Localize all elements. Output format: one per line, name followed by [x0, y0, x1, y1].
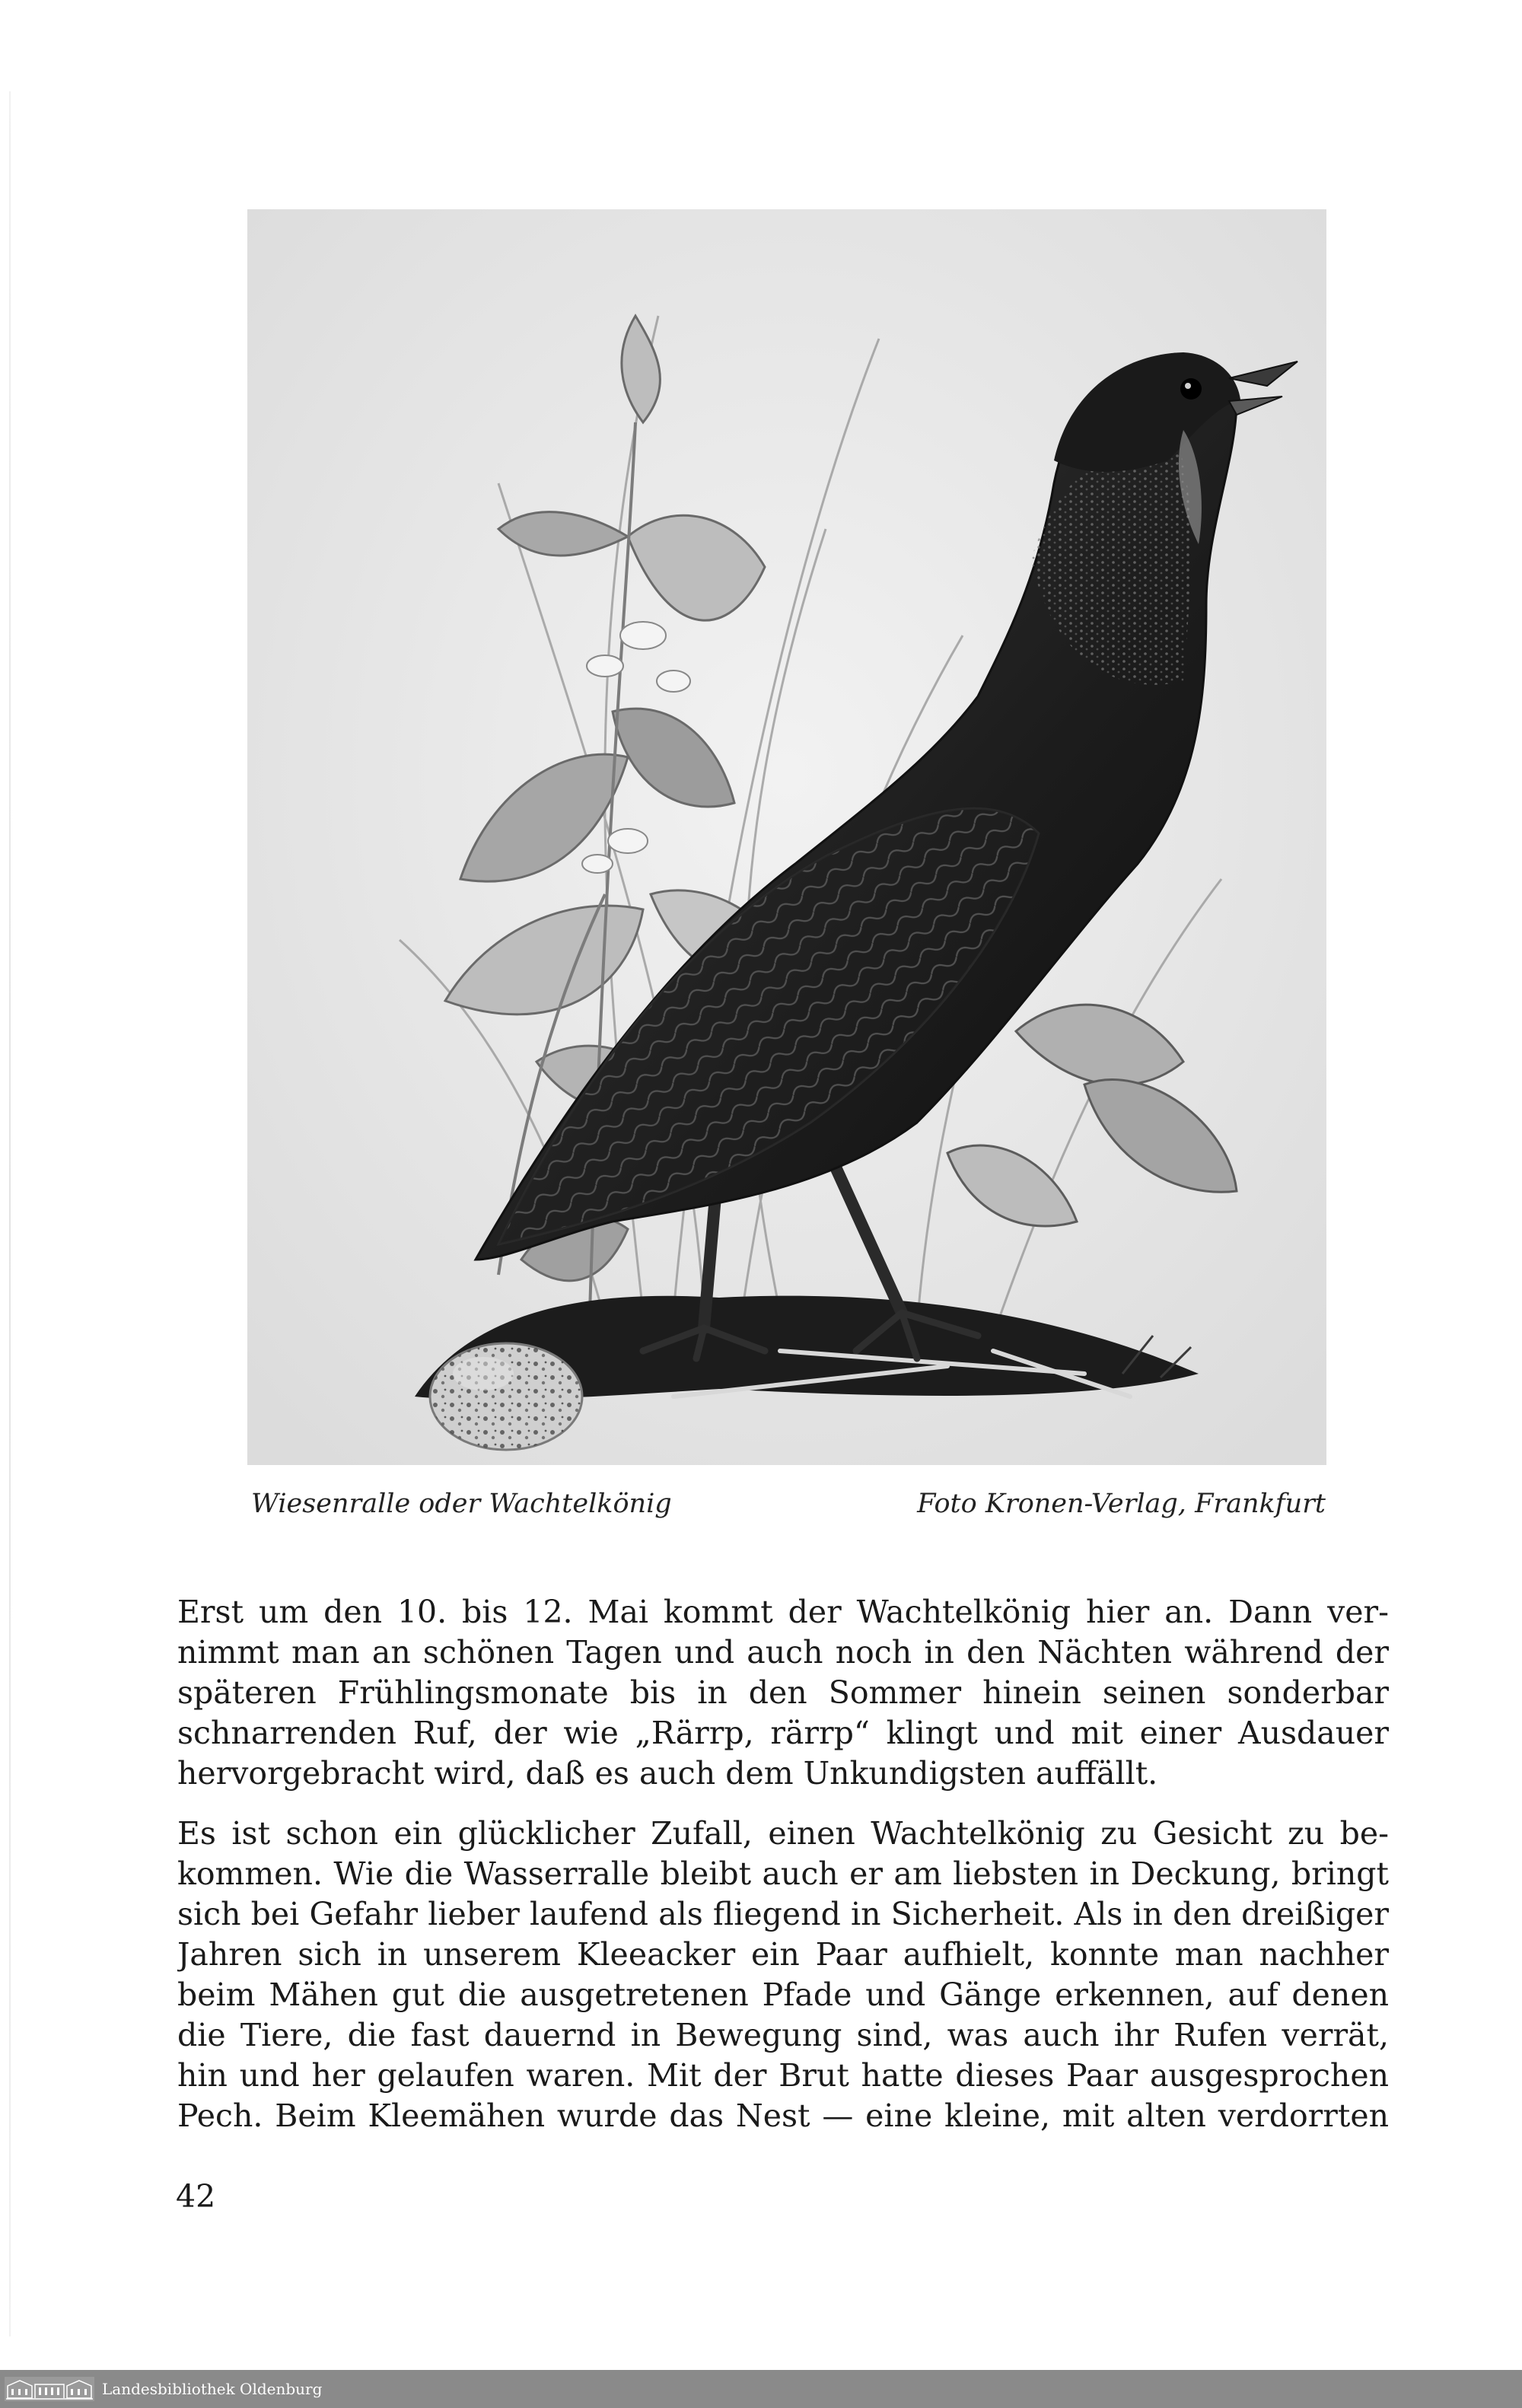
bird-illustration	[247, 209, 1326, 1465]
library-footer-bar	[0, 2370, 1522, 2408]
text-line: hervorgebracht wird, daß es auch dem Unkundigsten auffällt.	[177, 1755, 1158, 1792]
text-line: Es ist schon ein glücklicher Zufall, einen Wachtelkönig zu Gesicht zu be-	[177, 1815, 1389, 1852]
text-line: nimmt man an schönen Tagen und auch noch in den Nächten während der	[177, 1634, 1389, 1671]
library-name: Landesbibliothek Oldenburg	[102, 2380, 323, 2398]
paragraph-1	[177, 1592, 1389, 1794]
text-line: die Tiere, die fast dauernd in Bewegung sind, was auch ihr Rufen verrät,	[177, 2017, 1389, 2053]
page-edge-shadow	[9, 91, 11, 2336]
paragraph-2	[177, 1814, 1389, 2136]
text-line: Jahren sich in unserem Kleeacker ein Paar aufhielt, konnte man nachher	[177, 1936, 1389, 1973]
text-line: Erst um den 10. bis 12. Mai kommt der Wachtelkönig hier an. Dann ver-	[177, 1594, 1389, 1630]
photo-credit: Foto Kronen-Verlag, Frankfurt	[917, 1489, 1326, 1519]
figure-caption: Wiesenralle oder Wachtelkönig	[251, 1489, 672, 1519]
text-line: schnarrenden Ruf, der wie „Rärrp, rärrp“ klingt und mit einer Ausdauer	[177, 1715, 1389, 1751]
text-line: Pech. Beim Kleemähen wurde das Nest — eine kleine, mit alten verdorrten	[177, 2097, 1389, 2134]
page-number: 42	[176, 2178, 216, 2215]
text-line: hin und her gelaufen waren. Mit der Brut hatte dieses Paar ausgesprochen	[177, 2057, 1389, 2094]
text-line: sich bei Gefahr lieber laufend als fliegend in Sicherheit. Als in den dreißiger	[177, 1896, 1389, 1932]
text-line: kommen. Wie die Wasserralle bleibt auch er am liebsten in Deckung, bringt	[177, 1855, 1389, 1892]
corncrake-drawing	[247, 209, 1326, 1465]
text-line: späteren Frühlingsmonate bis in den Sommer hinein seinen sonderbar	[177, 1674, 1389, 1711]
text-line: beim Mähen gut die ausgetretenen Pfade und Gänge erkennen, auf denen	[177, 1976, 1389, 2013]
library-building-icon	[5, 2377, 94, 2401]
